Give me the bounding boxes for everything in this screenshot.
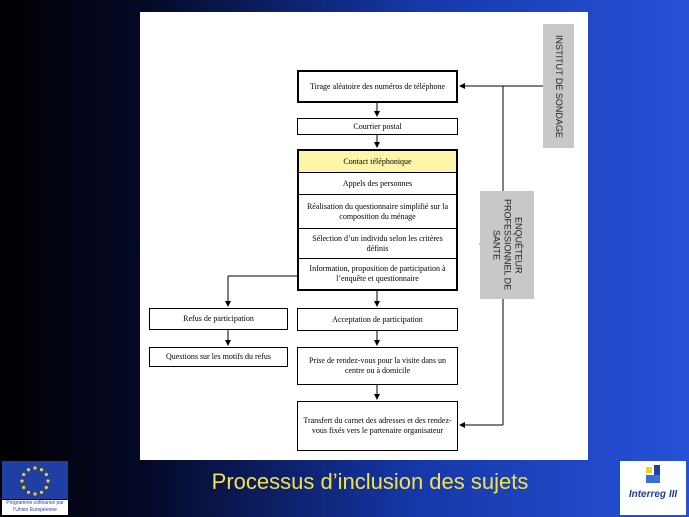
rdv-text: Prise de rendez-vous pour la visite dans un centre ou à domicile — [308, 356, 447, 375]
appels-cell — [299, 173, 456, 195]
contact-stack — [297, 149, 458, 291]
eu-logo — [2, 461, 68, 515]
transfert-text: Transfert du carnet des adresses et des rendez-vous fixés vers le partenaire organisateur — [303, 416, 452, 435]
eu-flag-icon — [2, 461, 68, 499]
courrier-text: Courrier postal — [353, 121, 402, 131]
information-text: Information, proposition de participation à l’enquête et questionnaire — [309, 264, 446, 283]
selection-cell — [299, 229, 456, 259]
eu-caption: Programme cofinancé par l’Union Européenne — [2, 500, 68, 515]
institut-label — [543, 24, 574, 148]
transfert-box — [297, 401, 458, 451]
realisation-text: Réalisation du questionnaire simplifié sur la composition du ménage — [306, 201, 449, 221]
tirage-text: Tirage aléatoire des numéros de téléphone — [310, 81, 445, 91]
information-cell — [299, 259, 456, 289]
refus-text: Refus de participation — [183, 314, 254, 323]
interreg-text: Interreg III — [628, 489, 678, 500]
courrier-box — [297, 118, 458, 135]
acceptation-text: Acceptation de participation — [332, 314, 423, 324]
diagram-panel — [140, 12, 588, 460]
slide-title: Processus d’inclusion des sujets — [211, 469, 529, 494]
contact-cell — [299, 151, 456, 173]
interreg-mark-icon — [620, 461, 686, 489]
institut-text: INSTITUT DE SONDAGE — [554, 34, 564, 138]
acceptation-box — [297, 308, 458, 331]
enqueteur-text: ENQUÊTEUR PROFESSIONNEL DE SANTE — [491, 199, 524, 291]
selection-text: Sélection d’un individu selon les critères définis — [312, 233, 443, 253]
questions-text: Questions sur les motifs du refus — [165, 352, 272, 361]
tirage-box — [297, 70, 458, 103]
contact-text: Contact téléphonique — [343, 156, 412, 166]
enqueteur-label — [480, 191, 534, 299]
questions-box — [149, 347, 288, 367]
refus-box — [149, 308, 288, 330]
rdv-box — [297, 347, 458, 385]
appels-text: Appels des personnes — [342, 178, 413, 188]
interreg-logo — [620, 461, 686, 515]
realisation-cell — [299, 195, 456, 229]
